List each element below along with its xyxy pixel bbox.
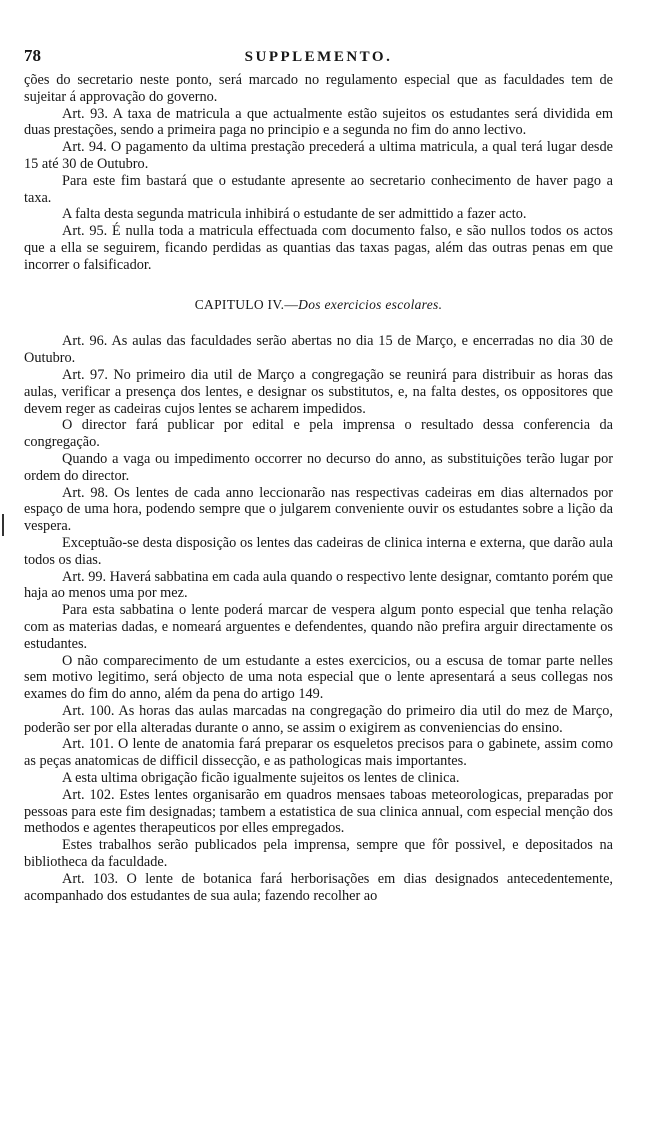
- paragraph: Para este fim bastará que o estudante apresente ao secretario conhecimento de haver pago a taxa.: [24, 172, 613, 206]
- paragraph: Para esta sabbatina o lente poderá marcar de vespera algum ponto especial que tenha relação com as materias dadas, e nomeará arguentes e defendentes, quando não prefira arguir directamente os estudantes.: [24, 602, 613, 652]
- chapter-label: CAPITULO IV.: [194, 296, 285, 312]
- paragraph-art-100: Art. 100. As horas das aulas marcadas na congregação do primeiro dia util do mez de Março, poderão ser por ella alteradas durante o anno, se assim o exigirem as conveniencias do ensino.: [24, 702, 613, 736]
- chapter-subtitle: Dos exercicios escolares.: [298, 296, 443, 312]
- paragraph-art-93: Art. 93. A taxa de matricula a que actualmente estão sujeitos os estudantes será dividida em duas prestações, sendo a primeira paga no principio e a segunda no fim do anno lectivo.: [24, 105, 613, 139]
- paragraph: Quando a vaga ou impedimento occorrer no decurso do anno, as substituições terão lugar por ordem do director.: [24, 450, 613, 484]
- running-title: SUPPLEMENTO.: [244, 49, 393, 65]
- chapter-heading: [24, 297, 613, 314]
- paragraph: O não comparecimento de um estudante a estes exercicios, ou a escusa de tomar parte nelles sem motivo legitimo, será objecto de uma nota especial que o lente apresentará a seus collegas nos exames do fim do anno, além da pena do artigo 149.: [24, 652, 613, 703]
- paragraph-art-95: Art. 95. É nulla toda a matricula effectuada com documento falso, e são nullos todos os actos que a ella se seguirem, ficando perdidas as quantias das taxas pagas, além das outras penas em que incorrer o falsificador.: [24, 223, 613, 273]
- chapter-dash: —: [284, 296, 299, 312]
- paragraph-art-99: Art. 99. Haverá sabbatina em cada aula quando o respectivo lente designar, comtanto porém que haja ao menos uma por mez.: [24, 568, 613, 602]
- page-body: [24, 72, 613, 904]
- paragraph-art-101: Art. 101. O lente de anatomia fará preparar os esqueletos precisos para o gabinete, assim como as peças anatomicas de difficil dissecção, e as pathologicas mais importantes.: [24, 736, 613, 770]
- margin-mark: [2, 514, 4, 536]
- paragraph-art-102: Art. 102. Estes lentes organisarão em quadros mensaes taboas meteorologicas, preparadas por pessoas para este fim designadas; tambem a estatistica de sua clinica annual, com especial menção dos methodos e agentes therapeuticos por elles empregados.: [24, 786, 613, 837]
- paragraph-art-94: Art. 94. O pagamento da ultima prestação precederá a ultima matricula, a qual terá lugar desde 15 até 30 de Outubro.: [24, 139, 613, 172]
- paragraph-art-96: Art. 96. As aulas das faculdades serão abertas no dia 15 de Março, e encerradas no dia 30 de Outubro.: [24, 333, 613, 367]
- paragraph-art-103: Art. 103. O lente de botanica fará herborisações em dias designados antecedentemente, acompanhado dos estudantes de sua aula; fazendo recolher ao: [24, 870, 613, 904]
- paragraph: Exceptuão-se desta disposição os lentes das cadeiras de clinica interna e externa, que darão aula todos os dias.: [24, 534, 613, 568]
- paragraph: A esta ultima obrigação ficão igualmente sujeitos os lentes de clinica.: [62, 770, 460, 787]
- paragraph-art-97: Art. 97. No primeiro dia util de Março a congregação se reunirá para distribuir as horas das aulas, verificar a presença dos lentes, e designar os substitutos, e, na falta destes, os oppositores que devem reger as cadeiras cujos lentes se acharem impedidos.: [24, 366, 613, 417]
- paragraph-continuation: ções do secretario neste ponto, será marcado no regulamento especial que as faculdades tem de sujeitar á approvação do governo.: [24, 72, 613, 105]
- paragraph-art-98: Art. 98. Os lentes de cada anno leccionarão nas respectivas cadeiras em dias alternados por espaço de uma hora, podendo sempre que o julgarem conveniente ouvir os estudantes sobre a lição da vespera.: [24, 484, 613, 535]
- paragraph: A falta desta segunda matricula inhibirá o estudante de ser admittido a fazer acto.: [62, 206, 527, 223]
- page-number: 78: [24, 46, 41, 65]
- paragraph: Estes trabalhos serão publicados pela imprensa, sempre que fôr possivel, e depositados na bibliotheca da faculdade.: [24, 837, 613, 871]
- page-header: [24, 48, 613, 70]
- paragraph: O director fará publicar por edital e pela imprensa o resultado dessa conferencia da congregação.: [24, 417, 613, 451]
